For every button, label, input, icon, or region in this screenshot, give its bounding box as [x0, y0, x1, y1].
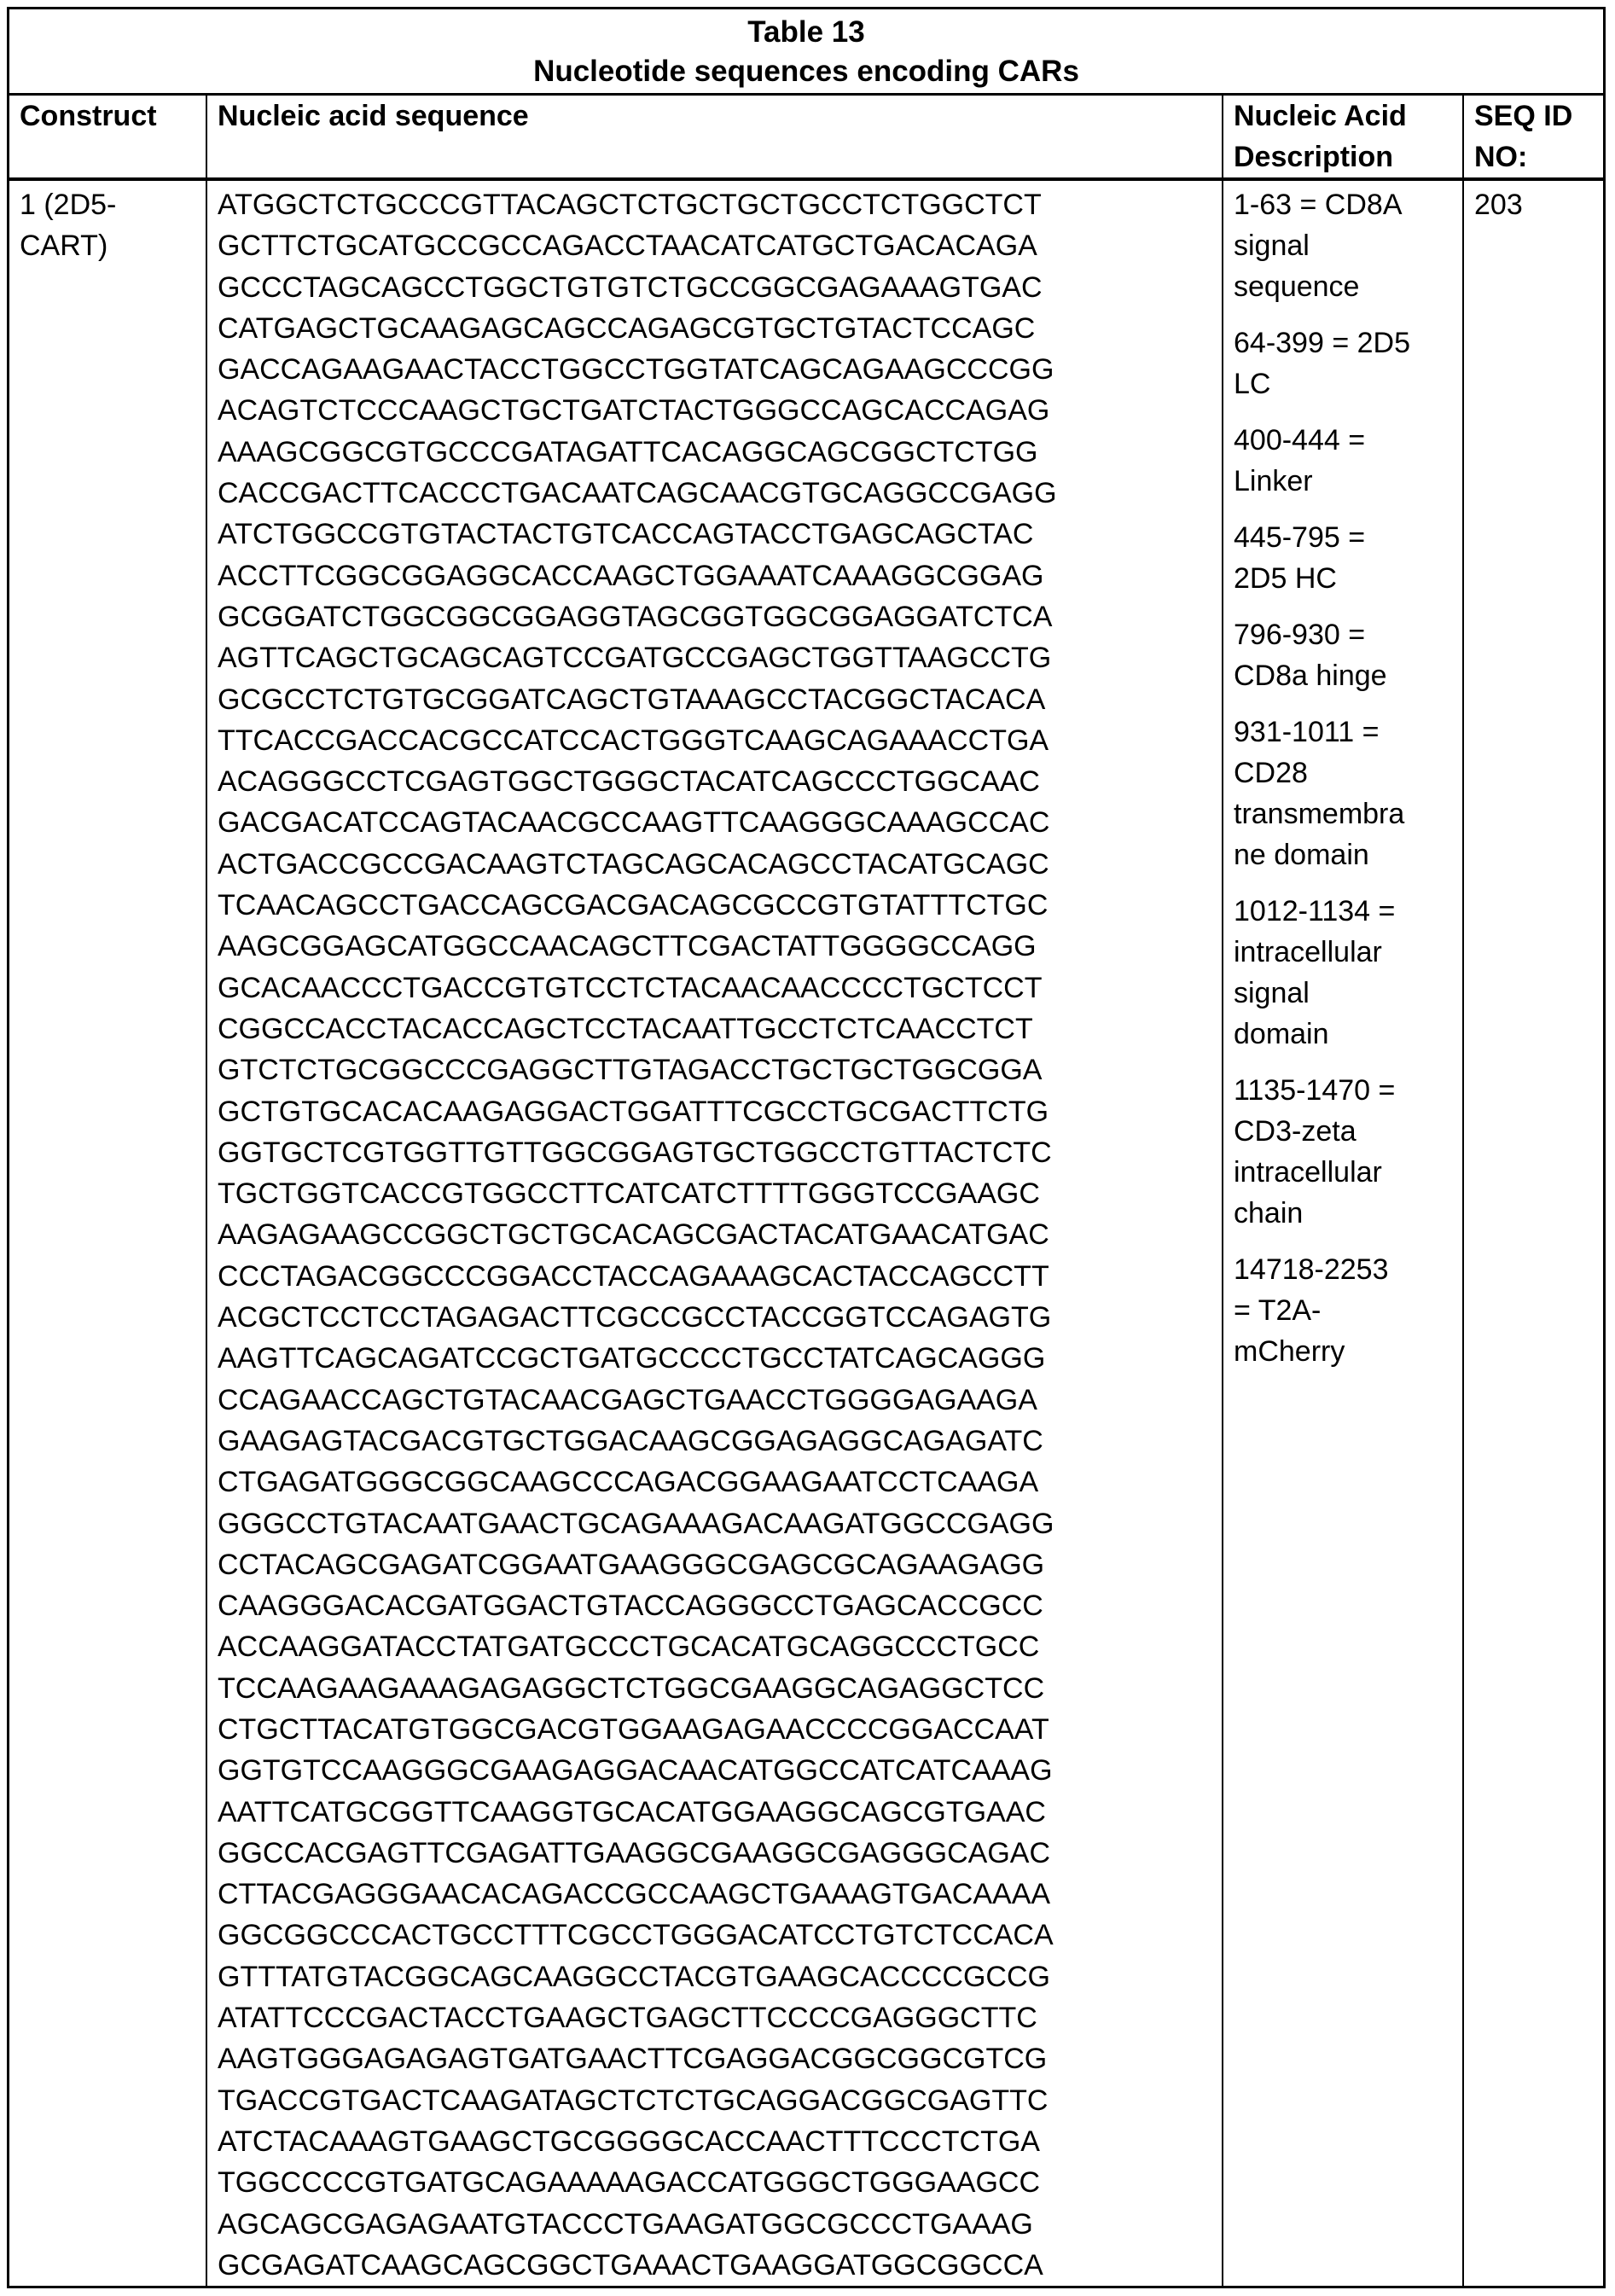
sequence-line: CCTACAGCGAGATCGGAATGAAGGGCGAGCGCAGAAGAGG [218, 1548, 1045, 1581]
description-item [1234, 614, 1452, 696]
sequence-line: TGCTGGTCACCGTGGCCTTCATCATCTTTTGGGTCCGAAGC [218, 1177, 1040, 1211]
description-line: intracellular [1234, 936, 1382, 968]
construct-cell [9, 181, 207, 2286]
table-row [9, 181, 1603, 2286]
sequence-line: ATCTGGCCGTGTACTACTGTCACCAGTACCTGAGCAGCTAC [218, 518, 1034, 551]
description-line: = T2A- [1234, 1294, 1322, 1327]
sequence-line: GTCTCTGCGGCCCGAGGCTTGTAGACCTGCTGCTGGCGGA [218, 1054, 1043, 1087]
sequence-line: GGCCACGAGTTCGAGATTGAAGGCGAAGGCGAGGGCAGAC [218, 1836, 1051, 1869]
construct-name-line2: CART) [20, 230, 108, 262]
construct-name-line1: 1 (2D5- [20, 189, 117, 221]
sequence-line: ACGCTCCTCCTAGAGACTTCGCCGCCTACCGGTCCAGAGTG [218, 1301, 1052, 1334]
sequence-line: ACCAAGGATACCTATGATGCCCTGCACATGCAGGCCCTGCC [218, 1630, 1040, 1664]
description-line: 1-63 = CD8A [1234, 189, 1403, 221]
sequence-line: AAGAGAAGCCGGCTGCTGCACAGCGACTACATGAACATGAC [218, 1218, 1049, 1252]
sequence-line: CATGAGCTGCAAGAGCAGCCAGAGCGTGCTGTACTCCAGC [218, 311, 1036, 345]
sequence-line: GAAGAGTACGACGTGCTGGACAAGCGGAGAGGCAGAGATC [218, 1424, 1043, 1457]
sequence-line: GGTGCTCGTGGTTGTTGGCGGAGTGCTGGCCTGTTACTCTC [218, 1136, 1052, 1169]
sequence-line: ATGGCTCTGCCCGTTACAGCTCTGCTGCTGCCTCTGGCTCT [218, 189, 1042, 221]
sequence-line: CACCGACTTCACCCTGACAATCAGCAACGTGCAGGCCGAGG [218, 477, 1057, 510]
description-line: 796-930 = [1234, 619, 1366, 651]
sequence-line: ATATTCCCGACTACCTGAAGCTGAGCTTCCCCGAGGGCTTC [218, 2002, 1037, 2035]
header-description-line2: Description [1234, 141, 1394, 173]
sequence-line: TCCAAGAAGAAAGAGAGGCTCTGGCGAAGGCAGAGGCTCC [218, 1671, 1045, 1705]
sequence-line: GGTGTCCAAGGGCGAAGAGGACAACATGGCCATCATCAAAG [218, 1754, 1053, 1787]
table-number: Table 13 [747, 15, 865, 49]
sequence-line: ACCTTCGGCGGAGGCACCAAGCTGGAAATCAAAGGCGGAG [218, 559, 1044, 592]
sequence-line: GCACAACCCTGACCGTGTCCTCTACAACAACCCCTGCTCCT [218, 971, 1043, 1004]
description-line: 445-795 = [1234, 521, 1366, 554]
sequence-line: TCAACAGCCTGACCAGCGACGACAGCGCCGTGTATTTCTGC [218, 889, 1049, 922]
header-seq-id-line1: SEQ ID [1474, 100, 1573, 132]
sequence-line: AAGCGGAGCATGGCCAACAGCTTCGACTATTGGGGCCAGG [218, 930, 1037, 963]
description-line: 14718-2253 [1234, 1253, 1389, 1286]
sequence-line: AAGTGGGAGAGAGTGATGAACTTCGAGGACGGCGGCGTCG [218, 2043, 1048, 2076]
sequence-line: GGCGGCCCACTGCCTTTCGCCTGGGACATCCTGTCTCCACA [218, 1919, 1054, 1952]
header-description-line1: Nucleic Acid [1234, 100, 1407, 132]
sequence-line: GCCCTAGCAGCCTGGCTGTGTCTGCCGGCGAGAAAGTGAC [218, 270, 1043, 304]
header-construct [9, 96, 207, 177]
description-line: 64-399 = 2D5 [1234, 327, 1410, 359]
sequence-line: GCGAGATCAAGCAGCGGCTGAAACTGAAGGATGGCGGCCA [218, 2248, 1043, 2281]
sequence-line: CCCTAGACGGCCCGGACCTACCAGAAAGCACTACCAGCCTT [218, 1259, 1049, 1293]
sequence-line: AAGTTCAGCAGATCCGCTGATGCCCCTGCCTATCAGCAGGG [218, 1342, 1046, 1375]
description-line: CD28 [1234, 757, 1308, 789]
sequence-line: ACTGACCGCCGACAAGTCTAGCAGCACAGCCTACATGCAGC [218, 847, 1049, 881]
description-line: 1012-1134 = [1234, 895, 1396, 927]
description-line: 1135-1470 = [1234, 1074, 1396, 1107]
table-title: Nucleotide sequences encoding CARs [533, 55, 1079, 88]
header-sequence-label: Nucleic acid sequence [218, 100, 529, 132]
sequence-line: CAAGGGACACGATGGACTGTACCAGGGCCTGAGCACCGCC [218, 1590, 1043, 1623]
sequence-line: GCTGTGCACACAAGAGGACTGGATTTCGCCTGCGACTTCTG [218, 1095, 1049, 1128]
description-line: 400-444 = [1234, 424, 1366, 456]
sequence-cell [207, 181, 1223, 2286]
sequence-line: AGTTCAGCTGCAGCAGTCCGATGCCGAGCTGGTTAAGCCTG [218, 642, 1052, 675]
sequence-line: CCAGAACCAGCTGTACAACGAGCTGAACCTGGGGAGAAGA [218, 1383, 1037, 1416]
header-seq-id [1464, 96, 1603, 177]
description-line: intracellular [1234, 1156, 1382, 1189]
sequence-line: AAAGCGGCGTGCCCGATAGATTCACAGGCAGCGGCTCTGG [218, 435, 1038, 468]
sequence-line: ATCTACAAAGTGAAGCTGCGGGGCACCAACTTTCCCTCTGA [218, 2125, 1040, 2158]
sequence-line: AGCAGCGAGAGAATGTACCCTGAAGATGGCGCCCTGAAAG [218, 2207, 1033, 2241]
description-item [1234, 420, 1452, 502]
sequence-line: AATTCATGCGGTTCAAGGTGCACATGGAAGGCAGCGTGAAC [218, 1795, 1046, 1828]
sequence-line: GCTTCTGCATGCCGCCAGACCTAACATCATGCTGACACAGA [218, 230, 1037, 263]
description-line: Linker [1234, 465, 1313, 497]
description-line: LC [1234, 368, 1271, 400]
header-description [1223, 96, 1464, 177]
sequence-line: CTGAGATGGGCGGCAAGCCCAGACGGAAGAATCCTCAAGA [218, 1466, 1039, 1499]
sequence-line: GACCAGAAGAACTACCTGGCCTGGTATCAGCAGAAGCCCGG [218, 353, 1054, 387]
description-line: ne domain [1234, 839, 1369, 871]
description-line: CD8a hinge [1234, 660, 1387, 692]
description-item [1234, 1249, 1452, 1372]
description-line: chain [1234, 1197, 1304, 1229]
description-item [1234, 517, 1452, 599]
sequence-line: GACGACATCCAGTACAACGCCAAGTTCAAGGGCAAAGCCAC [218, 806, 1050, 840]
header-seq-id-line2: NO: [1474, 141, 1528, 173]
description-item [1234, 184, 1452, 307]
description-cell [1223, 181, 1464, 2286]
description-item [1234, 1070, 1452, 1234]
description-line: transmembra [1234, 798, 1405, 830]
sequence-line: ACAGTCTCCCAAGCTGCTGATCTACTGGGCCAGCACCAGAG [218, 394, 1050, 427]
description-line: sequence [1234, 270, 1360, 303]
seq-id-value: 203 [1474, 189, 1523, 221]
sequence-line: CTGCTTACATGTGGCGACGTGGAAGAGAACCCCGGACCAAT [218, 1712, 1049, 1746]
header-sequence [207, 96, 1223, 177]
sequence-line: TGGCCCCGTGATGCAGAAAAAGACCATGGGCTGGGAAGCC [218, 2166, 1041, 2200]
description-line: domain [1234, 1018, 1329, 1050]
sequence-line: ACAGGGCCTCGAGTGGCTGGGCTACATCAGCCCTGGCAAC [218, 765, 1040, 799]
sequence-line: GGGCCTGTACAATGAACTGCAGAAAGACAAGATGGCCGAGG [218, 1507, 1054, 1540]
description-line: 2D5 HC [1234, 562, 1337, 595]
description-item [1234, 891, 1452, 1055]
description-item [1234, 323, 1452, 404]
sequence-line: CTTACGAGGGAACACAGACCGCCAAGCTGAAAGTGACAAAA [218, 1878, 1051, 1911]
table-caption [9, 9, 1603, 96]
sequence-line: TTCACCGACCACGCCATCCACTGGGTCAAGCAGAAACCTGA [218, 724, 1049, 757]
description-line: mCherry [1234, 1335, 1345, 1368]
seq-id-cell [1464, 181, 1603, 2286]
table-header-row [9, 96, 1603, 181]
description-line: signal [1234, 977, 1310, 1009]
sequence-line: GTTTATGTACGGCAGCAAGGCCTACGTGAAGCACCCCGCCG [218, 1960, 1050, 1993]
sequence-line: GCGCCTCTGTGCGGATCAGCTGTAAAGCCTACGGCTACACA [218, 683, 1046, 716]
sequence-line: CGGCCACCTACACCAGCTCCTACAATTGCCTCTCAACCTCT [218, 1012, 1033, 1045]
description-line: CD3-zeta [1234, 1115, 1356, 1148]
sequence-line: GCGGATCTGGCGGCGGAGGTAGCGGTGGCGGAGGATCTCA [218, 600, 1053, 633]
description-line: signal [1234, 230, 1310, 262]
header-construct-label: Construct [20, 100, 157, 132]
description-item [1234, 712, 1452, 875]
description-line: 931-1011 = [1234, 716, 1380, 748]
sequence-line: TGACCGTGACTCAAGATAGCTCTCTGCAGGACGGCGAGTTC [218, 2084, 1049, 2117]
nucleotide-sequence-table [7, 7, 1606, 2288]
